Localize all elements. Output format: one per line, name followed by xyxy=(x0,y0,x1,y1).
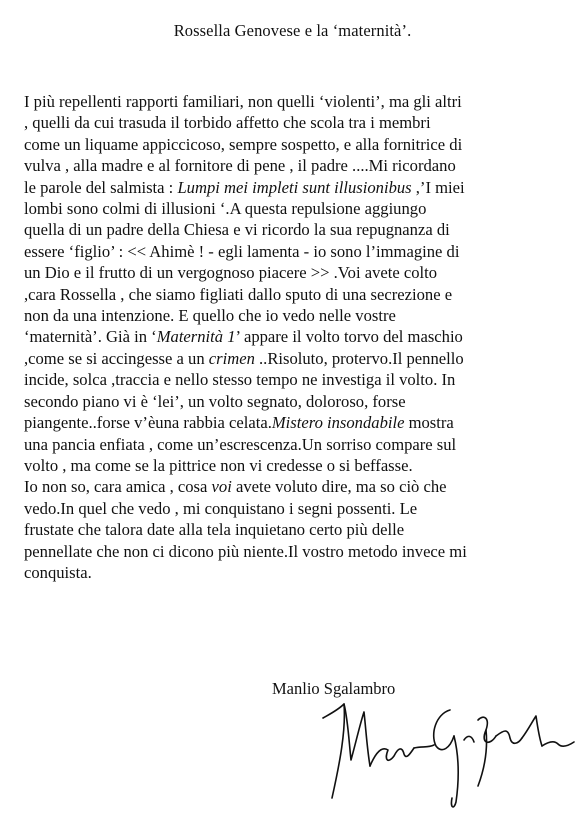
text-run: quella di un padre della Chiesa e vi ricordo la sua repugnanza di xyxy=(24,220,450,240)
body-line xyxy=(24,241,582,262)
text-run: ,cara Rossella , che siamo figliati dallo sputo di una secrezione e xyxy=(24,284,453,304)
body-line xyxy=(24,369,582,390)
document-title: Rossella Genovese e la ‘maternità’. xyxy=(173,21,412,40)
author-name: Manlio Sgalambro xyxy=(272,679,396,698)
body-line xyxy=(24,519,582,540)
handwritten-signature xyxy=(318,690,580,815)
text-run: una pancia enfiata , come un’escrescenza.Un sorriso compare sul xyxy=(24,434,457,454)
text-run: avete voluto dire, ma so ciò che xyxy=(231,477,447,497)
italic-text: Maternità 1 xyxy=(156,327,236,347)
body-line xyxy=(24,391,582,412)
body-line xyxy=(24,541,582,562)
text-run: secondo piano vi è ‘lei’, un volto segnato, doloroso, forse xyxy=(24,391,406,411)
text-run: Io non so, cara amica , cosa xyxy=(24,477,212,497)
italic-text: Mistero insondabile xyxy=(271,413,405,433)
text-run: frustate che talora date alla tela inquietano certo più delle xyxy=(24,520,405,540)
body-line xyxy=(24,134,582,155)
body-line xyxy=(24,112,582,133)
text-run: un Dio e il frutto di un vergognoso piacere >> .Voi avete colto xyxy=(24,263,438,283)
text-run: non da una intenzione. E quello che io vedo nelle vostre xyxy=(24,306,396,326)
body-line xyxy=(24,562,582,583)
text-run: come un liquame appiccicoso, sempre sospetto, e alla fornitrice di xyxy=(24,134,463,154)
body-line xyxy=(24,434,582,455)
body-line xyxy=(24,305,582,326)
text-run: ,come se si accingesse a un xyxy=(24,348,209,368)
italic-text: Lumpi mei impleti sunt illusionibus xyxy=(177,177,412,197)
text-run: ..Risoluto, protervo.Il pennello xyxy=(254,348,464,368)
text-run: pennellate che non ci dicono più niente.Il vostro metodo invece mi xyxy=(24,541,467,561)
text-run: essere ‘figlio’ : << Ahimè ! - egli lamenta - io sono l’immagine di xyxy=(24,241,460,261)
text-run: lombi sono colmi di illusioni ‘.A questa repulsione aggiungo xyxy=(24,199,427,219)
text-run: ,’I miei xyxy=(411,177,465,197)
text-run: le parole del salmista : xyxy=(24,177,178,197)
body-line xyxy=(24,177,582,198)
body-line xyxy=(24,198,582,219)
text-run: incide, solca ,traccia e nello stesso tempo ne investiga il volto. In xyxy=(24,370,456,390)
body-line xyxy=(24,91,582,112)
body-line xyxy=(24,455,582,476)
body-line xyxy=(24,219,582,240)
italic-text: voi xyxy=(211,477,232,497)
text-run: mostra xyxy=(404,413,454,433)
text-run: ‘maternità’. Già in ‘ xyxy=(24,327,157,347)
italic-text: crimen xyxy=(208,348,255,368)
text-run: conquista. xyxy=(24,562,92,582)
body-line xyxy=(24,412,582,433)
body-line xyxy=(24,262,582,283)
text-run: ’ appare il volto torvo del maschio xyxy=(235,327,463,347)
text-run: vedo.In quel che vedo , mi conquistano i segni possenti. Le xyxy=(24,498,418,518)
body-line xyxy=(24,348,582,369)
text-run: I più repellenti rapporti familiari, non quelli ‘violenti’, ma gli altri xyxy=(24,92,462,111)
text-run: piangente..forse v’èuna rabbia celata. xyxy=(24,413,272,433)
text-run: , quelli da cui trasuda il torbido affetto che scola tra i membri xyxy=(24,113,431,133)
body-line xyxy=(24,284,582,305)
text-run: volto , ma come se la pittrice non vi credesse o si beffasse. xyxy=(24,455,413,475)
text-run: vulva , alla madre e al fornitore di pene , il padre ....Mi ricordano xyxy=(24,156,456,176)
body-line xyxy=(24,498,582,519)
body-line xyxy=(24,155,582,176)
letter-body xyxy=(24,91,582,583)
body-line xyxy=(24,476,582,497)
body-line xyxy=(24,326,582,347)
